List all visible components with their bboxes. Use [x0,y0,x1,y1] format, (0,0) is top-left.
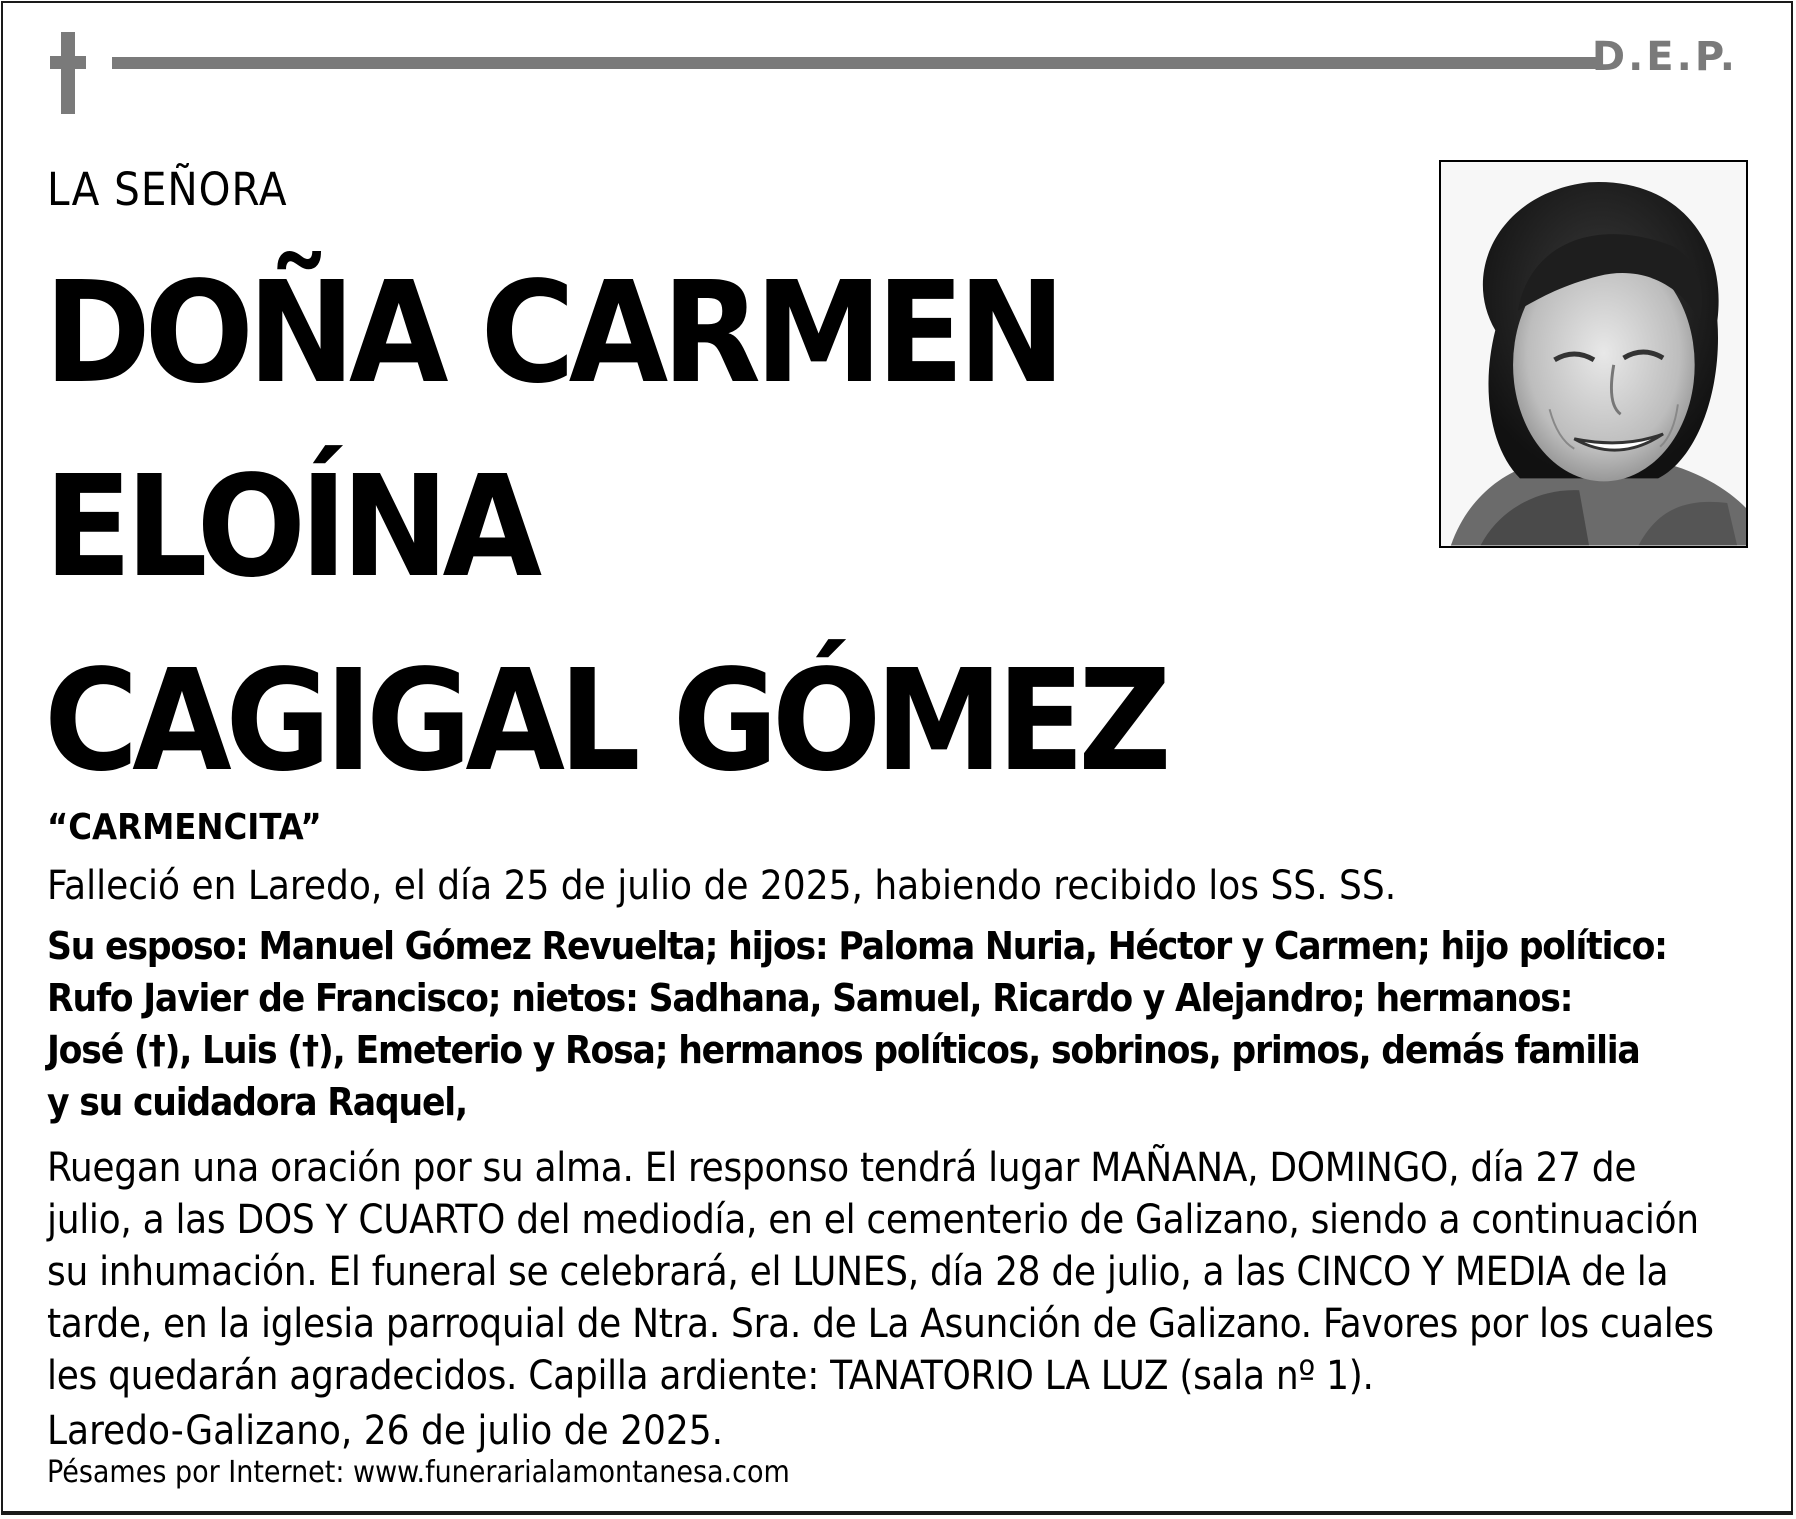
family-line: José (†), Luis (†), Emeterio y Rosa; hermanos políticos, sobrinos, primos, demás familia [47,1028,1640,1073]
header-rule [112,57,1602,69]
condolences-link: Pésames por Internet: www.funerarialamontanesa.com [47,1455,790,1490]
family-line: Su esposo: Manuel Gómez Revuelta; hijos: Paloma Nuria, Héctor y Carmen; hijo político: [47,924,1667,969]
family-line: y su cuidadora Raquel, [47,1080,467,1125]
service-line: tarde, en la iglesia parroquial de Ntra. Sra. de La Asunción de Galizano. Favores por los cuales [47,1301,1714,1347]
death-notice: Falleció en Laredo, el día 25 de julio de 2025, habiendo recibido los SS. SS. [47,863,1397,909]
portrait-photo [1439,160,1748,548]
cross-icon [50,32,86,114]
deceased-name [44,237,1314,819]
family-line: Rufo Javier de Francisco; nietos: Sadhana, Samuel, Ricardo y Alejandro; hermanos: [47,976,1573,1021]
honorific: LA SEÑORA [47,163,288,216]
place-date: Laredo-Galizano, 26 de julio de 2025. [47,1408,724,1454]
service-line: su inhumación. El funeral se celebrará, el LUNES, día 28 de julio, a las CINCO Y MEDIA de la [47,1249,1669,1295]
name-line: CAGIGAL GÓMEZ [44,640,1166,803]
service-details [47,1142,1767,1402]
family-members [47,921,1767,1129]
nickname: “CARMENCITA” [47,807,322,848]
name-line: DOÑA CARMEN [44,252,1060,415]
dep-badge: D.E.P. [1591,34,1738,80]
service-line: Ruegan una oración por su alma. El responso tendrá lugar MAÑANA, DOMINGO, día 27 de [47,1145,1637,1191]
name-line: ELOÍNA [44,446,536,609]
service-line: julio, a las DOS Y CUARTO del mediodía, en el cementerio de Galizano, siendo a continuación [47,1197,1699,1243]
service-line: les quedarán agradecidos. Capilla ardiente: TANATORIO LA LUZ (sala nº 1). [47,1353,1374,1399]
